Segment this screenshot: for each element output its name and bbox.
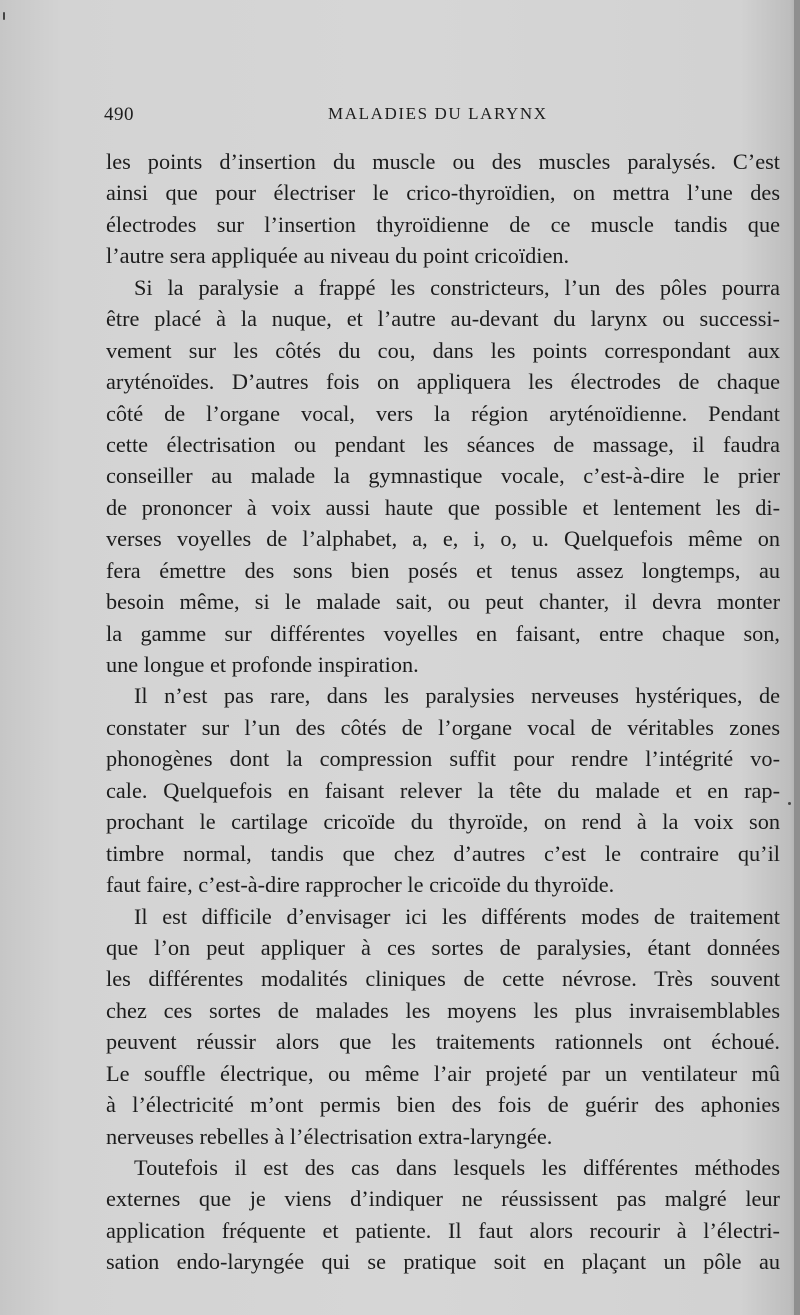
text-line: une longue et profonde inspiration.: [106, 652, 419, 677]
page-header: [104, 104, 784, 132]
ink-speck: [788, 802, 791, 805]
text-line: peuvent réussir alors que les traitements rationnels ont échoué.: [106, 1029, 780, 1055]
text-line: cette électrisation ou pendant les séances de massage, il faudra: [106, 431, 780, 457]
text-line: sation endo-laryngée qui se pratique soit en plaçant un pôle au: [106, 1249, 780, 1275]
text-line: les points d’insertion du muscle ou des muscles paralysés. C’est: [106, 149, 780, 174]
text-line: côté de l’organe vocal, vers la région aryténoïdienne. Pendant: [106, 400, 780, 426]
text-line: phonogènes dont la compression suffit pour rendre l’intégrité vo-: [106, 746, 780, 772]
text-line: nerveuses rebelles à l’électrisation extra-laryngée.: [106, 1123, 553, 1149]
running-title: MALADIES DU LARYNX: [328, 104, 548, 123]
text-line: vement sur les côtés du cou, dans les points correspondant aux: [106, 337, 780, 363]
text-line: de prononcer à voix aussi haute que possible et lentement les di-: [106, 494, 780, 520]
text-line: Il est difficile d’envisager ici les différents modes de traitement: [134, 903, 780, 929]
scan-edge: [794, 0, 800, 1315]
text-line: que l’on peut appliquer à ces sortes de paralysies, étant données: [106, 934, 780, 960]
text-line: la gamme sur différentes voyelles en faisant, entre chaque son,: [106, 620, 780, 646]
text-line: chez ces sortes de malades les moyens les plus invraisemblables: [106, 997, 780, 1023]
text-line: Il n’est pas rare, dans les paralysies nerveuses hystériques, de: [134, 683, 780, 709]
text-line: Le souffle électrique, ou même l’air projeté par un ventilateur mû: [106, 1060, 780, 1086]
ink-speck: [3, 12, 5, 20]
text-line: Si la paralysie a frappé les constricteurs, l’un des pôles pourra: [134, 274, 780, 300]
text-line: besoin même, si le malade sait, ou peut chanter, il devra monter: [106, 589, 780, 615]
text-line: conseiller au malade la gymnastique vocale, c’est-à-dire le prier: [106, 463, 780, 489]
text-line: externes que je viens d’indiquer ne réussissent pas malgré leur: [106, 1186, 780, 1212]
text-line: Toutefois il est des cas dans lesquels les différentes méthodes: [134, 1155, 780, 1180]
text-line: cale. Quelquefois en faisant relever la tête du malade et en rap-: [106, 777, 780, 803]
text-line: aryténoïdes. D’autres fois on appliquera les électrodes de chaque: [106, 369, 780, 395]
text-line: prochant le cartilage cricoïde du thyroïde, on rend à la voix son: [106, 809, 780, 835]
text-line: fera émettre des sons bien posés et tenus assez longtemps, au: [106, 557, 780, 583]
text-line: faut faire, c’est-à-dire rapprocher le cricoïde du thyroïde.: [106, 872, 615, 898]
text-line: les différentes modalités cliniques de cette névrose. Très souvent: [106, 966, 780, 992]
body-text: [106, 146, 780, 1278]
text-line: l’autre sera appliquée au niveau du point cricoïdien.: [106, 243, 570, 269]
text-line: à l’électricité m’ont permis bien des fois de guérir des aphonies: [106, 1092, 780, 1118]
text-line: verses voyelles de l’alphabet, a, e, i, o, u. Quelquefois même on: [106, 526, 780, 552]
text-line: ainsi que pour électriser le crico-thyroïdien, on mettra l’une des: [106, 180, 780, 206]
text-line: être placé à la nuque, et l’autre au-devant du larynx ou successi-: [106, 306, 780, 332]
text-line: timbre normal, tandis que chez d’autres c’est le contraire qu’il: [106, 840, 780, 866]
text-line: électrodes sur l’insertion thyroïdienne de ce muscle tandis que: [106, 211, 780, 237]
text-line: constater sur l’un des côtés de l’organe vocal de véritables zones: [106, 714, 780, 740]
text-line: application fréquente et patiente. Il faut alors recourir à l’électri-: [106, 1217, 780, 1243]
page-number: 490: [104, 104, 134, 125]
